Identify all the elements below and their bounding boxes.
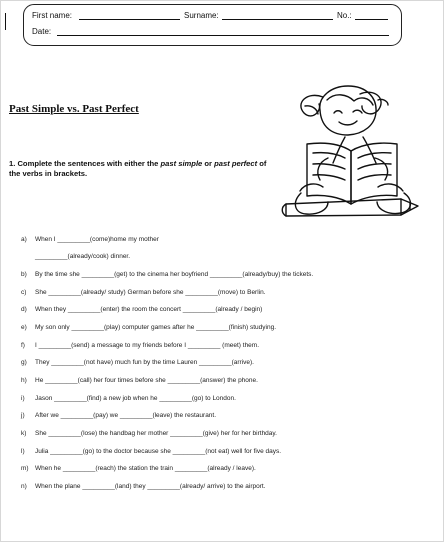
instruction-prefix: 1. Complete the sentences with either the [9, 159, 161, 168]
exercise-sentence: They _________(not have) much fun by the time Lauren _________(arrive). [35, 359, 254, 366]
exercise-sentence: When the plane _________(land) they _________(already/ arrive) to the airport. [35, 483, 266, 490]
exercise-marker: f) [21, 342, 25, 349]
exercise-line [21, 324, 276, 332]
instruction-past-simple: past simple [160, 159, 203, 168]
exercise-line [21, 359, 254, 367]
exercise-marker: h) [21, 377, 27, 384]
exercise-line [21, 306, 262, 314]
exercise-line [21, 395, 236, 403]
exercise-line [21, 377, 258, 385]
exercise-marker: a) [21, 236, 27, 243]
exercise-line [21, 430, 277, 438]
exercise-sentence: She _________(already/ study) German before she _________(move) to Berlin. [35, 289, 266, 296]
first-name-label: First name: [32, 11, 73, 20]
exercise-line [21, 289, 266, 297]
exercise-sentence: After we _________(pay) we _________(leave) the restaurant. [35, 412, 217, 419]
exercise-line [21, 465, 256, 473]
exercise-line [21, 253, 130, 261]
exercise-sentence: When they _________(enter) the room the concert _________(already / begin) [35, 306, 263, 313]
exercise-line [21, 342, 259, 350]
student-info-box [23, 4, 402, 46]
exercise-sentence: By the time she _________(get) to the cinema her boyfriend _________(already/buy) the tickets. [35, 271, 314, 278]
exercise-sentence: He _________(call) her four times before she _________(answer) the phone. [35, 377, 258, 384]
exercise-marker: l) [21, 448, 25, 455]
date-field[interactable] [57, 35, 389, 36]
exercise-marker: k) [21, 430, 27, 437]
exercise-sentence: She _________(lose) the handbag her mother _________(give) her for her birthday. [35, 430, 277, 437]
exercise-marker: b) [21, 271, 27, 278]
exercise-sentence: When I _________(come)home my mother [35, 236, 159, 243]
instruction-middle: or [202, 159, 215, 168]
exercise-marker: m) [21, 465, 29, 472]
exercise-instruction [9, 159, 274, 179]
surname-label: Surname: [184, 11, 219, 20]
exercise-line [21, 483, 266, 491]
exercise-sentence: I _________(send) a message to my friends before I _________ (meet) them. [35, 342, 260, 349]
girl-reading-book-icon [270, 70, 430, 230]
exercise-line [21, 412, 216, 420]
exercise-sentence: My son only _________(play) computer games after he _________(finish) studying. [35, 324, 277, 331]
exercise-marker: i) [21, 395, 25, 402]
first-name-field[interactable] [79, 19, 180, 20]
instruction-past-perfect: past perfect [214, 159, 258, 168]
left-margin-mark [5, 13, 6, 30]
exercise-marker: g) [21, 359, 27, 366]
worksheet-title: Past Simple vs. Past Perfect [9, 103, 139, 115]
exercise-marker: e) [21, 324, 27, 331]
exercise-line [21, 448, 281, 456]
exercise-sentence: Julia _________(go) to the doctor because she _________(not eat) well for five days. [35, 448, 282, 455]
exercise-marker: j) [21, 412, 25, 419]
exercise-line [21, 271, 313, 279]
number-label: No.: [337, 11, 352, 20]
exercise-sentence: When he _________(reach) the station the train _________(already / leave). [35, 465, 256, 472]
number-field[interactable] [355, 19, 388, 20]
surname-field[interactable] [222, 19, 333, 20]
exercise-sentence: Jason _________(find) a new job when he _________(go) to London. [35, 395, 236, 402]
exercise-marker: n) [21, 483, 27, 490]
date-label: Date: [32, 27, 52, 36]
exercise-marker: c) [21, 289, 27, 296]
exercise-sentence: _________(already/cook) dinner. [35, 253, 131, 260]
exercise-line [21, 236, 159, 244]
instruction-suffix: of the verbs in brackets. [9, 159, 267, 178]
exercise-marker: d) [21, 306, 27, 313]
